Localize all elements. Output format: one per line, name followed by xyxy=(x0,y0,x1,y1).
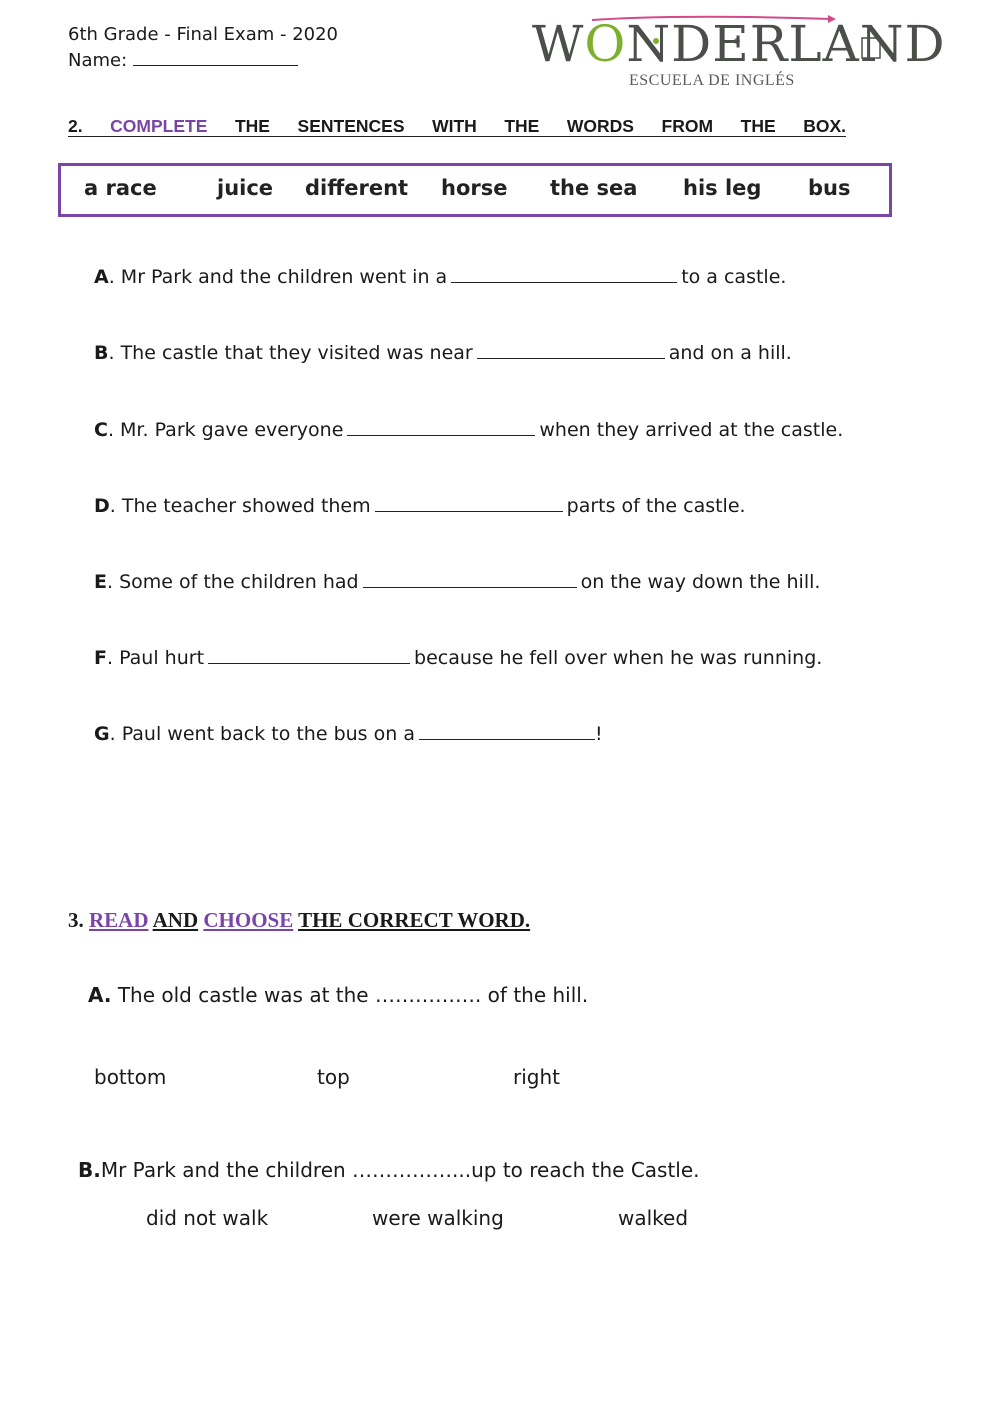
section-2-heading: 2. COMPLETE THE SENTENCES WITH THE WORDS FROM THE BOX. xyxy=(68,116,846,136)
choice-option[interactable]: top xyxy=(317,1065,350,1089)
word-option: the sea xyxy=(550,176,638,200)
choice-option[interactable]: bottom xyxy=(94,1065,167,1089)
choice-option[interactable]: did not walk xyxy=(146,1206,269,1230)
answer-blank[interactable] xyxy=(375,496,563,512)
question-b: B.Mr Park and the children ……………...up to reach the Castle. xyxy=(78,1158,700,1182)
answer-blank[interactable] xyxy=(477,343,665,359)
sentence-f: F. Paul hurt because he fell over when he was running. xyxy=(94,647,823,669)
word-option: his leg xyxy=(683,176,762,200)
logo-wordmark: WONDERLAND xyxy=(532,15,946,73)
word-option: juice xyxy=(217,176,274,200)
choice-option[interactable]: walked xyxy=(618,1206,689,1230)
word-option: horse xyxy=(441,176,508,200)
answer-blank[interactable] xyxy=(347,420,535,436)
sentence-b: B. The castle that they visited was near and on a hill. xyxy=(94,342,792,364)
choice-option[interactable]: were walking xyxy=(372,1206,504,1230)
answer-blank[interactable] xyxy=(451,267,677,283)
word-option: a race xyxy=(84,176,157,200)
word-option: bus xyxy=(808,176,851,200)
sentence-d: D. The teacher showed them parts of the castle. xyxy=(94,495,746,517)
answer-blank[interactable] xyxy=(363,572,577,588)
sentence-e: E. Some of the children had on the way down the hill. xyxy=(94,571,821,593)
word-option: different xyxy=(305,176,409,200)
name-blank[interactable] xyxy=(133,51,298,66)
name-field[interactable] xyxy=(68,50,298,71)
sentence-a: A. Mr Park and the children went in a to a castle. xyxy=(94,266,787,288)
answer-blank[interactable] xyxy=(419,724,595,740)
wonderland-logo xyxy=(532,14,946,92)
name-label: Name: xyxy=(68,50,128,71)
choice-option[interactable]: right xyxy=(513,1065,560,1089)
question-a: A. The old castle was at the ……………. of the hill. xyxy=(88,983,589,1007)
section-3-heading: 3. READ AND CHOOSE THE CORRECT WORD. xyxy=(68,908,531,932)
exam-title: 6th Grade - Final Exam - 2020 xyxy=(68,24,338,45)
logo-subtitle: ESCUELA DE INGLÉS xyxy=(629,72,795,89)
answer-blank[interactable] xyxy=(208,648,410,664)
sentence-g: G. Paul went back to the bus on a ! xyxy=(94,723,603,745)
sentence-c: C. Mr. Park gave everyone when they arrived at the castle. xyxy=(94,419,844,441)
